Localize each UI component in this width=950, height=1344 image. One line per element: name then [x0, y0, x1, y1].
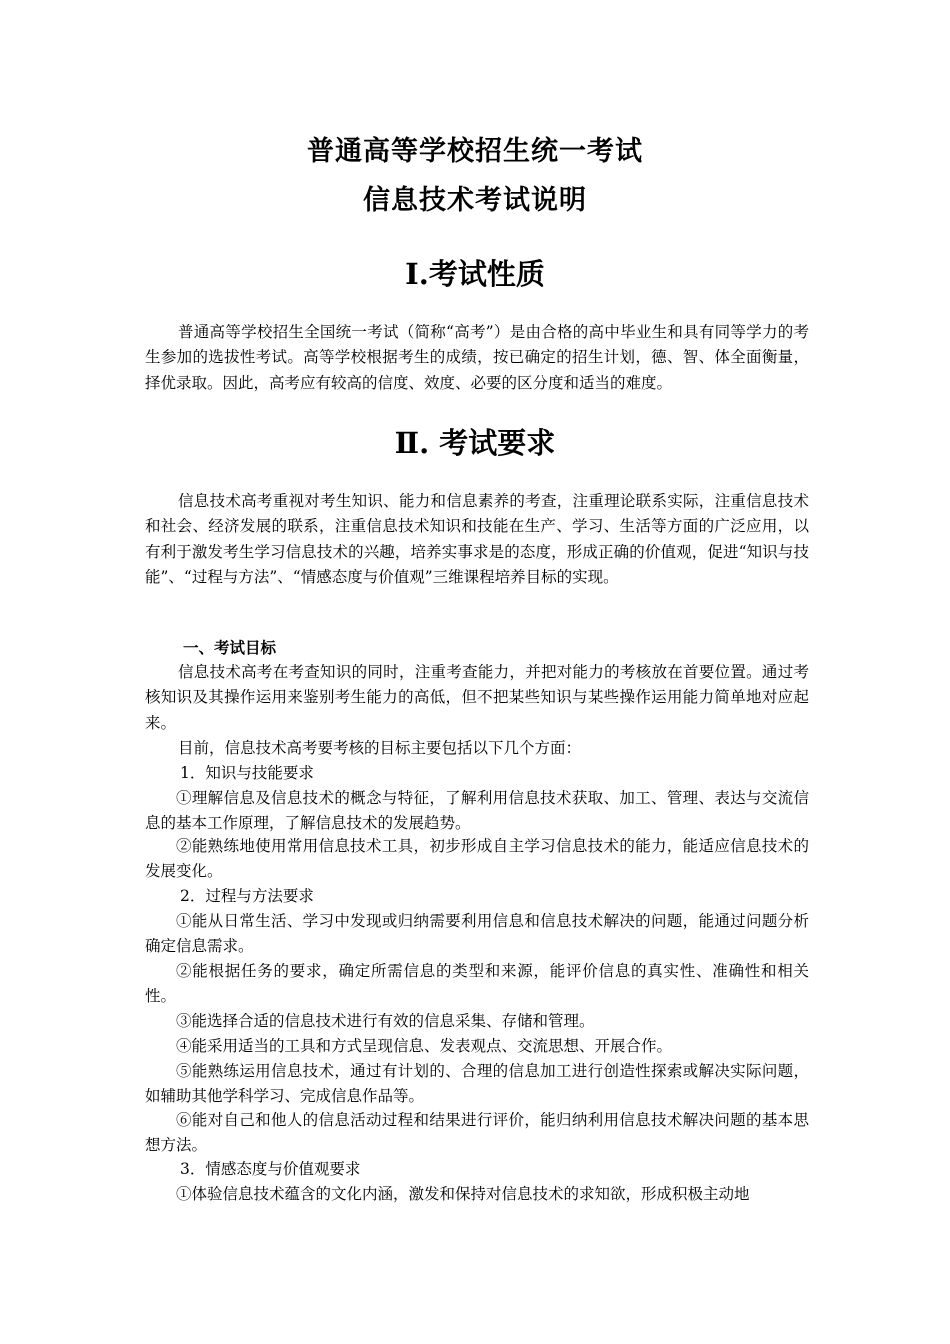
item3-point1: ①体验信息技术蕴含的文化内涵，激发和保持对信息技术的求知欲，形成积极主动地: [176, 1185, 750, 1203]
item2-point6: ⑥能对自己和他人的信息活动过程和结果进行评价，能归纳利用信息技术解决问题的基本思想方法。: [145, 1111, 809, 1155]
item2-point5: ⑤能熟练运用信息技术，通过有计划的、合理的信息加工进行创造性探索或解决实际问题，如辅助其他学科学习、完成信息作品等。: [145, 1062, 809, 1106]
item2-point2: ②能根据任务的要求，确定所需信息的类型和来源，能评价信息的真实性、准确性和相关性。: [145, 962, 809, 1006]
goal-paragraph-1: 信息技术高考在考查知识的同时，注重考查能力，并把对能力的考核放在首要位置。通过考核知识及其操作运用来鉴别考生能力的高低，但不把某些知识与某些操作运用能力简单地对应起来。: [145, 663, 809, 732]
section1-paragraph: 普通高等学校招生全国统一考试（简称“高考”）是由合格的高中毕业生和具有同等学力的考生参加的选拔性考试。高等学校根据考生的成绩，按已确定的招生计划，德、智、体全面衡量，择优录取。因此，高考应有较高的信度、效度、必要的区分度和适当的难度。: [145, 323, 809, 392]
item2-point3: ③能选择合适的信息技术进行有效的信息采集、存储和管理。: [176, 1012, 595, 1030]
subsection1-heading: 一、考试目标: [183, 638, 277, 657]
item2-point1: ①能从日常生活、学习中发现或归纳需要利用信息和信息技术解决的问题，能通过问题分析确定信息需求。: [145, 912, 809, 956]
item2-title: 2．过程与方法要求: [180, 887, 314, 905]
goal-paragraph-2: 目前，信息技术高考要考核的目标主要包括以下几个方面：: [178, 739, 582, 757]
section2-heading: Ⅱ. 考试要求: [394, 426, 556, 460]
item1-title: 1．知识与技能要求: [180, 764, 314, 782]
section1-heading: Ⅰ.考试性质: [405, 257, 545, 291]
section2-paragraph: 信息技术高考重视对考生知识、能力和信息素养的考查，注重理论联系实际，注重信息技术和社会、经济发展的联系，注重信息技术知识和技能在生产、学习、生活等方面的广泛应用，以有利于激发考生学习信息技术的兴趣，培养实事求是的态度，形成正确的价值观，促进“知识与技能”、“过程与方法”、“情感态度与价值观”三维课程培养目标的实现。: [145, 492, 809, 587]
item3-title: 3．情感态度与价值观要求: [180, 1160, 361, 1178]
item1-point2: ②能熟练地使用常用信息技术工具，初步形成自主学习信息技术的能力，能适应信息技术的发展变化。: [145, 837, 809, 881]
document-title-line2: 信息技术考试说明: [363, 185, 587, 216]
item2-point4: ④能采用适当的工具和方式呈现信息、发表观点、交流思想、开展合作。: [176, 1037, 673, 1055]
document-title-line1: 普通高等学校招生统一考试: [307, 136, 643, 167]
item1-point1: ①理解信息及信息技术的概念与特征，了解利用信息技术获取、加工、管理、表达与交流信息的基本工作原理，了解信息技术的发展趋势。: [145, 789, 809, 833]
